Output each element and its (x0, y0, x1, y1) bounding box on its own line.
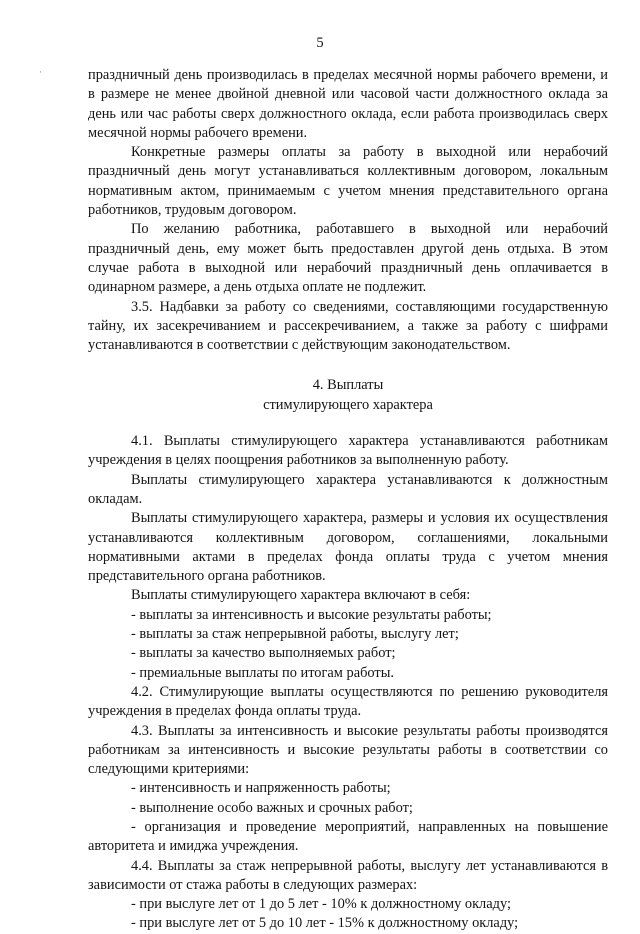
list-item: - выплаты за стаж непрерывной работы, выслугу лет; (131, 626, 459, 643)
list-item: - премиальные выплаты по итогам работы. (131, 664, 394, 681)
paragraph: Выплаты стимулирующего характера устанавливаются к должностным окладам. (88, 471, 608, 507)
paragraph: Выплаты стимулирующего характера, размеры и условия их осуществления устанавливаются коллективным договором, соглашениями, локальными нормативными актами в пределах фонда оплаты труда с учетом мнения представительного органа работников. (88, 510, 608, 585)
paragraph: праздничный день производилась в пределах месячной нормы рабочего времени, и в размере не менее двойной дневной или часовой части должностного оклада за день или час работы сверх должностного оклада, если работа производилась сверх месячной нормы рабочего времени. (88, 67, 608, 141)
list-item: - интенсивность и напряженность работы; (131, 780, 391, 797)
document-body (88, 66, 608, 934)
paragraph-4-2: 4.2. Стимулирующие выплаты осуществляются по решению руководителя учреждения в пределах фонда оплаты труда. (88, 683, 608, 720)
list-item: - выполнение особо важных и срочных работ; (131, 799, 413, 816)
section-heading-line2: стимулирующего характера (263, 396, 433, 413)
page-number: 5 (316, 35, 324, 51)
paragraph: Выплаты стимулирующего характера включают в себя: (131, 587, 471, 604)
section-heading-line1: 4. Выплаты (312, 377, 384, 394)
paragraph: Конкретные размеры оплаты за работу в выходной или нерабочий праздничный день могут устанавливаться коллективным договором, локальным нормативным актом, принимаемым с учетом мнения представительного органа работников, трудовым договором. (88, 144, 608, 219)
list-item: - организация и проведение мероприятий, направленных на повышение авторитета и имиджа учреждения. (88, 818, 608, 855)
paragraph-4-4: 4.4. Выплаты за стаж непрерывной работы, выслугу лет устанавливаются в зависимости от стажа работы в следующих размерах: (88, 857, 608, 893)
section-heading (88, 376, 608, 415)
list-item: - выплаты за интенсивность и высокие результаты работы; (131, 606, 492, 623)
paragraph-4-1: 4.1. Выплаты стимулирующего характера устанавливаются работникам учреждения в целях поощрения работников за выполненную работу. (88, 433, 608, 469)
paragraph: По желанию работника, работавшего в выходной или нерабочий праздничный день, ему может быть предоставлен другой день отдыха. В этом случае работа в выходной или нерабочий праздничный день оплачивается в одинарном размере, а день отдыха оплате не подлежит. (88, 221, 608, 296)
paragraph-3-5: 3.5. Надбавки за работу со сведениями, составляющими государственную тайну, их засекречиванием и рассекречиванием, а также за работу с шифрами устанавливаются в соответствии с действующим законодательством. (88, 298, 608, 354)
list-item: - при выслуге лет от 1 до 5 лет - 10% к должностному окладу; (131, 896, 511, 913)
paragraph-4-3: 4.3. Выплаты за интенсивность и высокие результаты работы производятся работникам за интенсивность и высокие результаты работы в соответствии со следующими критериями: (88, 722, 608, 778)
margin-mark: · (39, 67, 42, 77)
list-item: - выплаты за качество выполняемых работ; (131, 645, 396, 662)
list-item: - при выслуге лет от 5 до 10 лет - 15% к должностному окладу; (131, 915, 519, 932)
